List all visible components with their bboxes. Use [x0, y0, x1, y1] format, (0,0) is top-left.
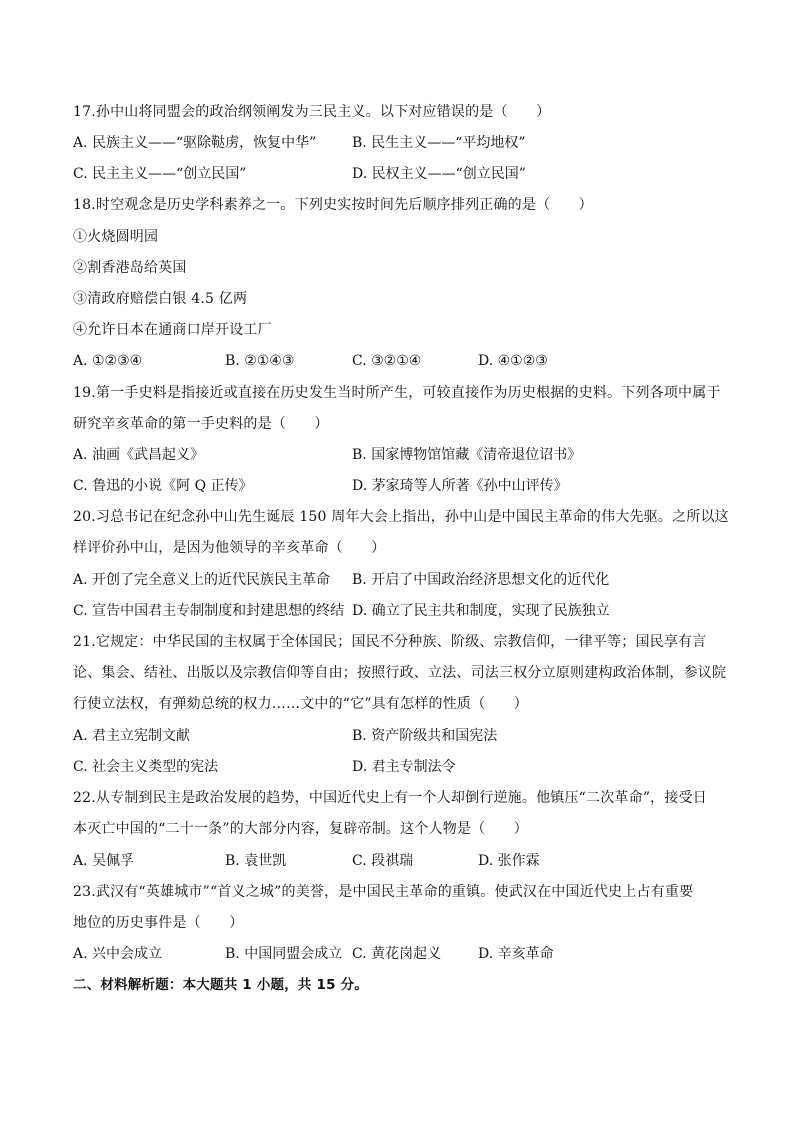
question-22-option-b: B. 袁世凯: [225, 853, 287, 869]
question-20-stem-line-2: 样评价孙中山，是因为他领导的辛亥革命（ ）: [73, 540, 386, 556]
question-18-stem: 18.时空观念是历史学科素养之一。下列史实按时间先后顺序排列正确的是（ ）: [73, 197, 593, 213]
question-22-option-a: A. 吴佩孚: [73, 853, 135, 869]
question-23-stem-line-2: 地位的历史事件是（ ）: [73, 915, 244, 931]
question-18-item-1: ①火烧圆明园: [73, 229, 159, 245]
question-21-option-a: A. 君主立宪制文献: [73, 728, 191, 744]
question-19-stem-line-2: 研究辛亥革命的第一手史料的是（ ）: [73, 416, 329, 432]
question-22-stem-line-2: 本灭亡中国的“二十一条”的大部分内容，复辟帝制。这个人物是（ ）: [73, 821, 528, 837]
question-19-option-a: A. 油画《武昌起义》: [73, 447, 205, 463]
question-20-option-c: C. 宣告中国君主专制制度和封建思想的终结: [73, 603, 345, 619]
question-18-item-4: ④允许日本在通商口岸开设工厂: [73, 322, 272, 338]
question-21-option-c: C. 社会主义类型的宪法: [73, 759, 219, 775]
question-22-option-c: C. 段祺瑞: [352, 853, 414, 869]
question-21-stem-line-3: 行使立法权，有弹劾总统的权力……文中的“它”具有怎样的性质（ ）: [73, 696, 528, 712]
question-20-option-a: A. 开创了完全意义上的近代民族民主革命: [73, 572, 331, 588]
question-21-option-b: B. 资产阶级共和国宪法: [352, 728, 498, 744]
question-22-stem-line-1: 22.从专制到民主是政治发展的趋势，中国近代史上有一个人却倒行逆施。他镇压“二次革命”，接受日: [73, 790, 707, 806]
question-23-stem-line-1: 23.武汉有“英雄城市”“首义之城”的美誉，是中国民主革命的重镇。使武汉在中国近代史上占有重要: [73, 884, 694, 900]
question-17-option-b: B. 民生主义——“平均地权”: [352, 135, 526, 151]
question-19-option-c: C. 鲁迅的小说《阿 Q 正传》: [73, 478, 253, 494]
question-18-option-a: A. ①②③④: [73, 353, 143, 369]
question-17-option-d: D. 民权主义——“创立民国”: [352, 166, 526, 182]
question-20-stem-line-1: 20.习总书记在纪念孙中山先生诞辰 150 周年大会上指出，孙中山是中国民主革命的伟大先驱。之所以这: [73, 509, 729, 525]
question-20-option-b: B. 开启了中国政治经济思想文化的近代化: [352, 572, 610, 588]
question-17-stem: 17.孙中山将同盟会的政治纲领阐发为三民主义。以下对应错误的是（ ）: [73, 104, 551, 120]
question-19-option-d: D. 茅家琦等人所著《孙中山评传》: [352, 478, 568, 494]
question-18-option-d: D. ④①②③: [478, 353, 548, 369]
question-23-option-b: B. 中国同盟会成立: [225, 946, 343, 962]
question-19-option-b: B. 国家博物馆馆藏《清帝退位诏书》: [352, 447, 582, 463]
question-17-option-a: A. 民族主义——“驱除鞑虏，恢复中华”: [73, 135, 317, 151]
question-18-option-b: B. ②①④③: [225, 353, 295, 369]
question-21-stem-line-2: 论、集会、结社、出版以及宗教信仰等自由；按照行政、立法、司法三权分立原则建构政治体制，参议院: [73, 665, 727, 681]
question-18-item-2: ②割香港岛给英国: [73, 260, 187, 276]
question-17-option-c: C. 民主主义——“创立民国”: [73, 166, 247, 182]
question-23-option-a: A. 兴中会成立: [73, 946, 163, 962]
question-23-option-c: C. 黄花岗起义: [352, 946, 442, 962]
section-2-heading: 二、材料解析题：本大题共 1 小题，共 15 分。: [73, 977, 368, 993]
question-21-stem-line-1: 21.它规定：中华民国的主权属于全体国民；国民不分种族、阶级、宗教信仰，一律平等；国民享有言: [73, 634, 707, 650]
question-19-stem-line-1: 19.第一手史料是指接近或直接在历史发生当时所产生，可较直接作为历史根据的史料。下列各项中属于: [73, 385, 721, 401]
question-23-option-d: D. 辛亥革命: [478, 946, 554, 962]
question-18-item-3: ③清政府赔偿白银 4.5 亿两: [73, 291, 248, 307]
question-20-option-d: D. 确立了民主共和制度，实现了民族独立: [352, 603, 610, 619]
question-21-option-d: D. 君主专制法令: [352, 759, 456, 775]
question-18-option-c: C. ③②①④: [352, 353, 422, 369]
question-22-option-d: D. 张作霖: [478, 853, 540, 869]
